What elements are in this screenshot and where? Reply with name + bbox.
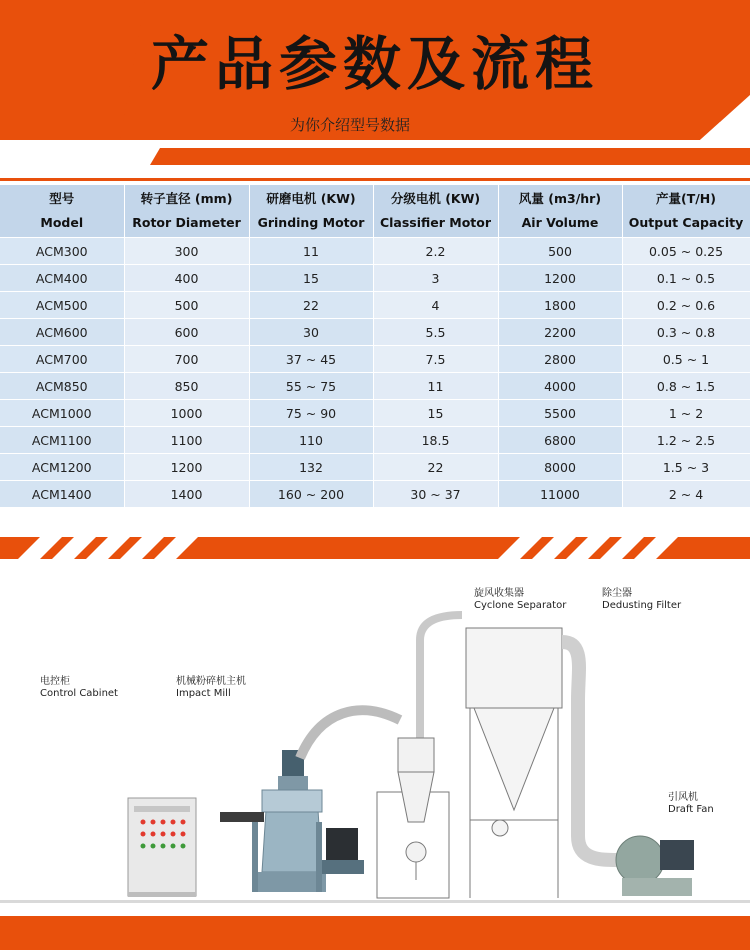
table-cell: 8000 <box>498 454 622 481</box>
table-cell: 0.8 ~ 1.5 <box>622 373 750 400</box>
table-row <box>0 238 750 265</box>
table-cell: 15 <box>373 400 498 427</box>
table-cell: 1800 <box>498 292 622 319</box>
table-row <box>0 265 750 292</box>
table-cell: 2200 <box>498 319 622 346</box>
table-row <box>0 427 750 454</box>
table-cell: 110 <box>249 427 373 454</box>
cabinet-label: 电控柜 Control Cabinet <box>40 676 118 699</box>
table-cell: ACM300 <box>0 238 124 265</box>
table-cell: 700 <box>124 346 249 373</box>
table-row <box>0 319 750 346</box>
table-cell: ACM1100 <box>0 427 124 454</box>
impact-mill-illustration <box>220 750 364 892</box>
table-cell: 11 <box>249 238 373 265</box>
table-cell: 37 ~ 45 <box>249 346 373 373</box>
table-cell: 500 <box>124 292 249 319</box>
table-cell: 22 <box>249 292 373 319</box>
table-cell: 1 ~ 2 <box>622 400 750 427</box>
table-cell: 0.5 ~ 1 <box>622 346 750 373</box>
table-cell: 5500 <box>498 400 622 427</box>
table-cell: ACM400 <box>0 265 124 292</box>
decorative-stripe <box>0 537 750 559</box>
column-header: 研磨电机 (KW) Grinding Motor <box>249 185 373 238</box>
table-cell: 2800 <box>498 346 622 373</box>
fan-label: 引风机 Draft Fan <box>668 792 714 815</box>
table-cell: 0.2 ~ 0.6 <box>622 292 750 319</box>
table-cell: 4 <box>373 292 498 319</box>
table-cell: 22 <box>373 454 498 481</box>
table-cell: 6800 <box>498 427 622 454</box>
table-cell: 1400 <box>124 481 249 508</box>
table-cell: 0.1 ~ 0.5 <box>622 265 750 292</box>
draft-fan-illustration <box>616 836 694 896</box>
table-cell: 500 <box>498 238 622 265</box>
dedusting-filter-illustration <box>466 628 562 898</box>
table-cell: ACM1000 <box>0 400 124 427</box>
mill-label: 机械粉碎机主机 Impact Mill <box>176 676 246 699</box>
table-cell: 1200 <box>124 454 249 481</box>
table-cell: 0.05 ~ 0.25 <box>622 238 750 265</box>
column-header: 转子直径 (mm) Rotor Diameter <box>124 185 249 238</box>
column-header: 产量(T/H) Output Capacity <box>622 185 750 238</box>
table-cell: ACM600 <box>0 319 124 346</box>
table-cell: 300 <box>124 238 249 265</box>
table-cell: 11 <box>373 373 498 400</box>
table-cell: 75 ~ 90 <box>249 400 373 427</box>
bottom-bar <box>0 916 750 950</box>
table-cell: 30 <box>249 319 373 346</box>
table-cell: 1200 <box>498 265 622 292</box>
table-cell: 132 <box>249 454 373 481</box>
table-cell: 30 ~ 37 <box>373 481 498 508</box>
column-header: 风量 (m3/hr) Air Volume <box>498 185 622 238</box>
table-cell: 1.2 ~ 2.5 <box>622 427 750 454</box>
table-cell: 7.5 <box>373 346 498 373</box>
table-cell: ACM700 <box>0 346 124 373</box>
top-divider <box>0 178 750 181</box>
table-cell: 15 <box>249 265 373 292</box>
table-cell: 18.5 <box>373 427 498 454</box>
table-cell: ACM1200 <box>0 454 124 481</box>
table-cell: 2 ~ 4 <box>622 481 750 508</box>
table-cell: 600 <box>124 319 249 346</box>
table-cell: 4000 <box>498 373 622 400</box>
table-row <box>0 481 750 508</box>
column-header: 分级电机 (KW) Classifier Motor <box>373 185 498 238</box>
table-row <box>0 292 750 319</box>
cyclone-separator-illustration <box>377 738 449 898</box>
table-cell: ACM500 <box>0 292 124 319</box>
table-cell: ACM850 <box>0 373 124 400</box>
table-cell: 400 <box>124 265 249 292</box>
table-row <box>0 454 750 481</box>
table-header-row <box>0 185 750 238</box>
table-cell: 3 <box>373 265 498 292</box>
table-row <box>0 400 750 427</box>
page-title: 产品参数及流程 <box>150 30 599 98</box>
page-subtitle: 为你介绍型号数据 <box>290 116 411 134</box>
table-cell: 0.3 ~ 0.8 <box>622 319 750 346</box>
table-cell: 850 <box>124 373 249 400</box>
cyclone-label: 旋风收集器 Cyclone Separator <box>474 588 567 611</box>
table-cell: 1000 <box>124 400 249 427</box>
table-cell: 11000 <box>498 481 622 508</box>
table-cell: ACM1400 <box>0 481 124 508</box>
table-row <box>0 346 750 373</box>
table-row <box>0 373 750 400</box>
column-header: 型号 Model <box>0 185 124 238</box>
table-cell: 55 ~ 75 <box>249 373 373 400</box>
control-cabinet-illustration <box>128 798 196 897</box>
filter-label: 除尘器 Dedusting Filter <box>602 588 682 611</box>
table-cell: 5.5 <box>373 319 498 346</box>
table-cell: 160 ~ 200 <box>249 481 373 508</box>
process-diagram <box>0 560 750 920</box>
table-cell: 2.2 <box>373 238 498 265</box>
table-cell: 1100 <box>124 427 249 454</box>
parameter-table <box>0 185 750 508</box>
table-cell: 1.5 ~ 3 <box>622 454 750 481</box>
